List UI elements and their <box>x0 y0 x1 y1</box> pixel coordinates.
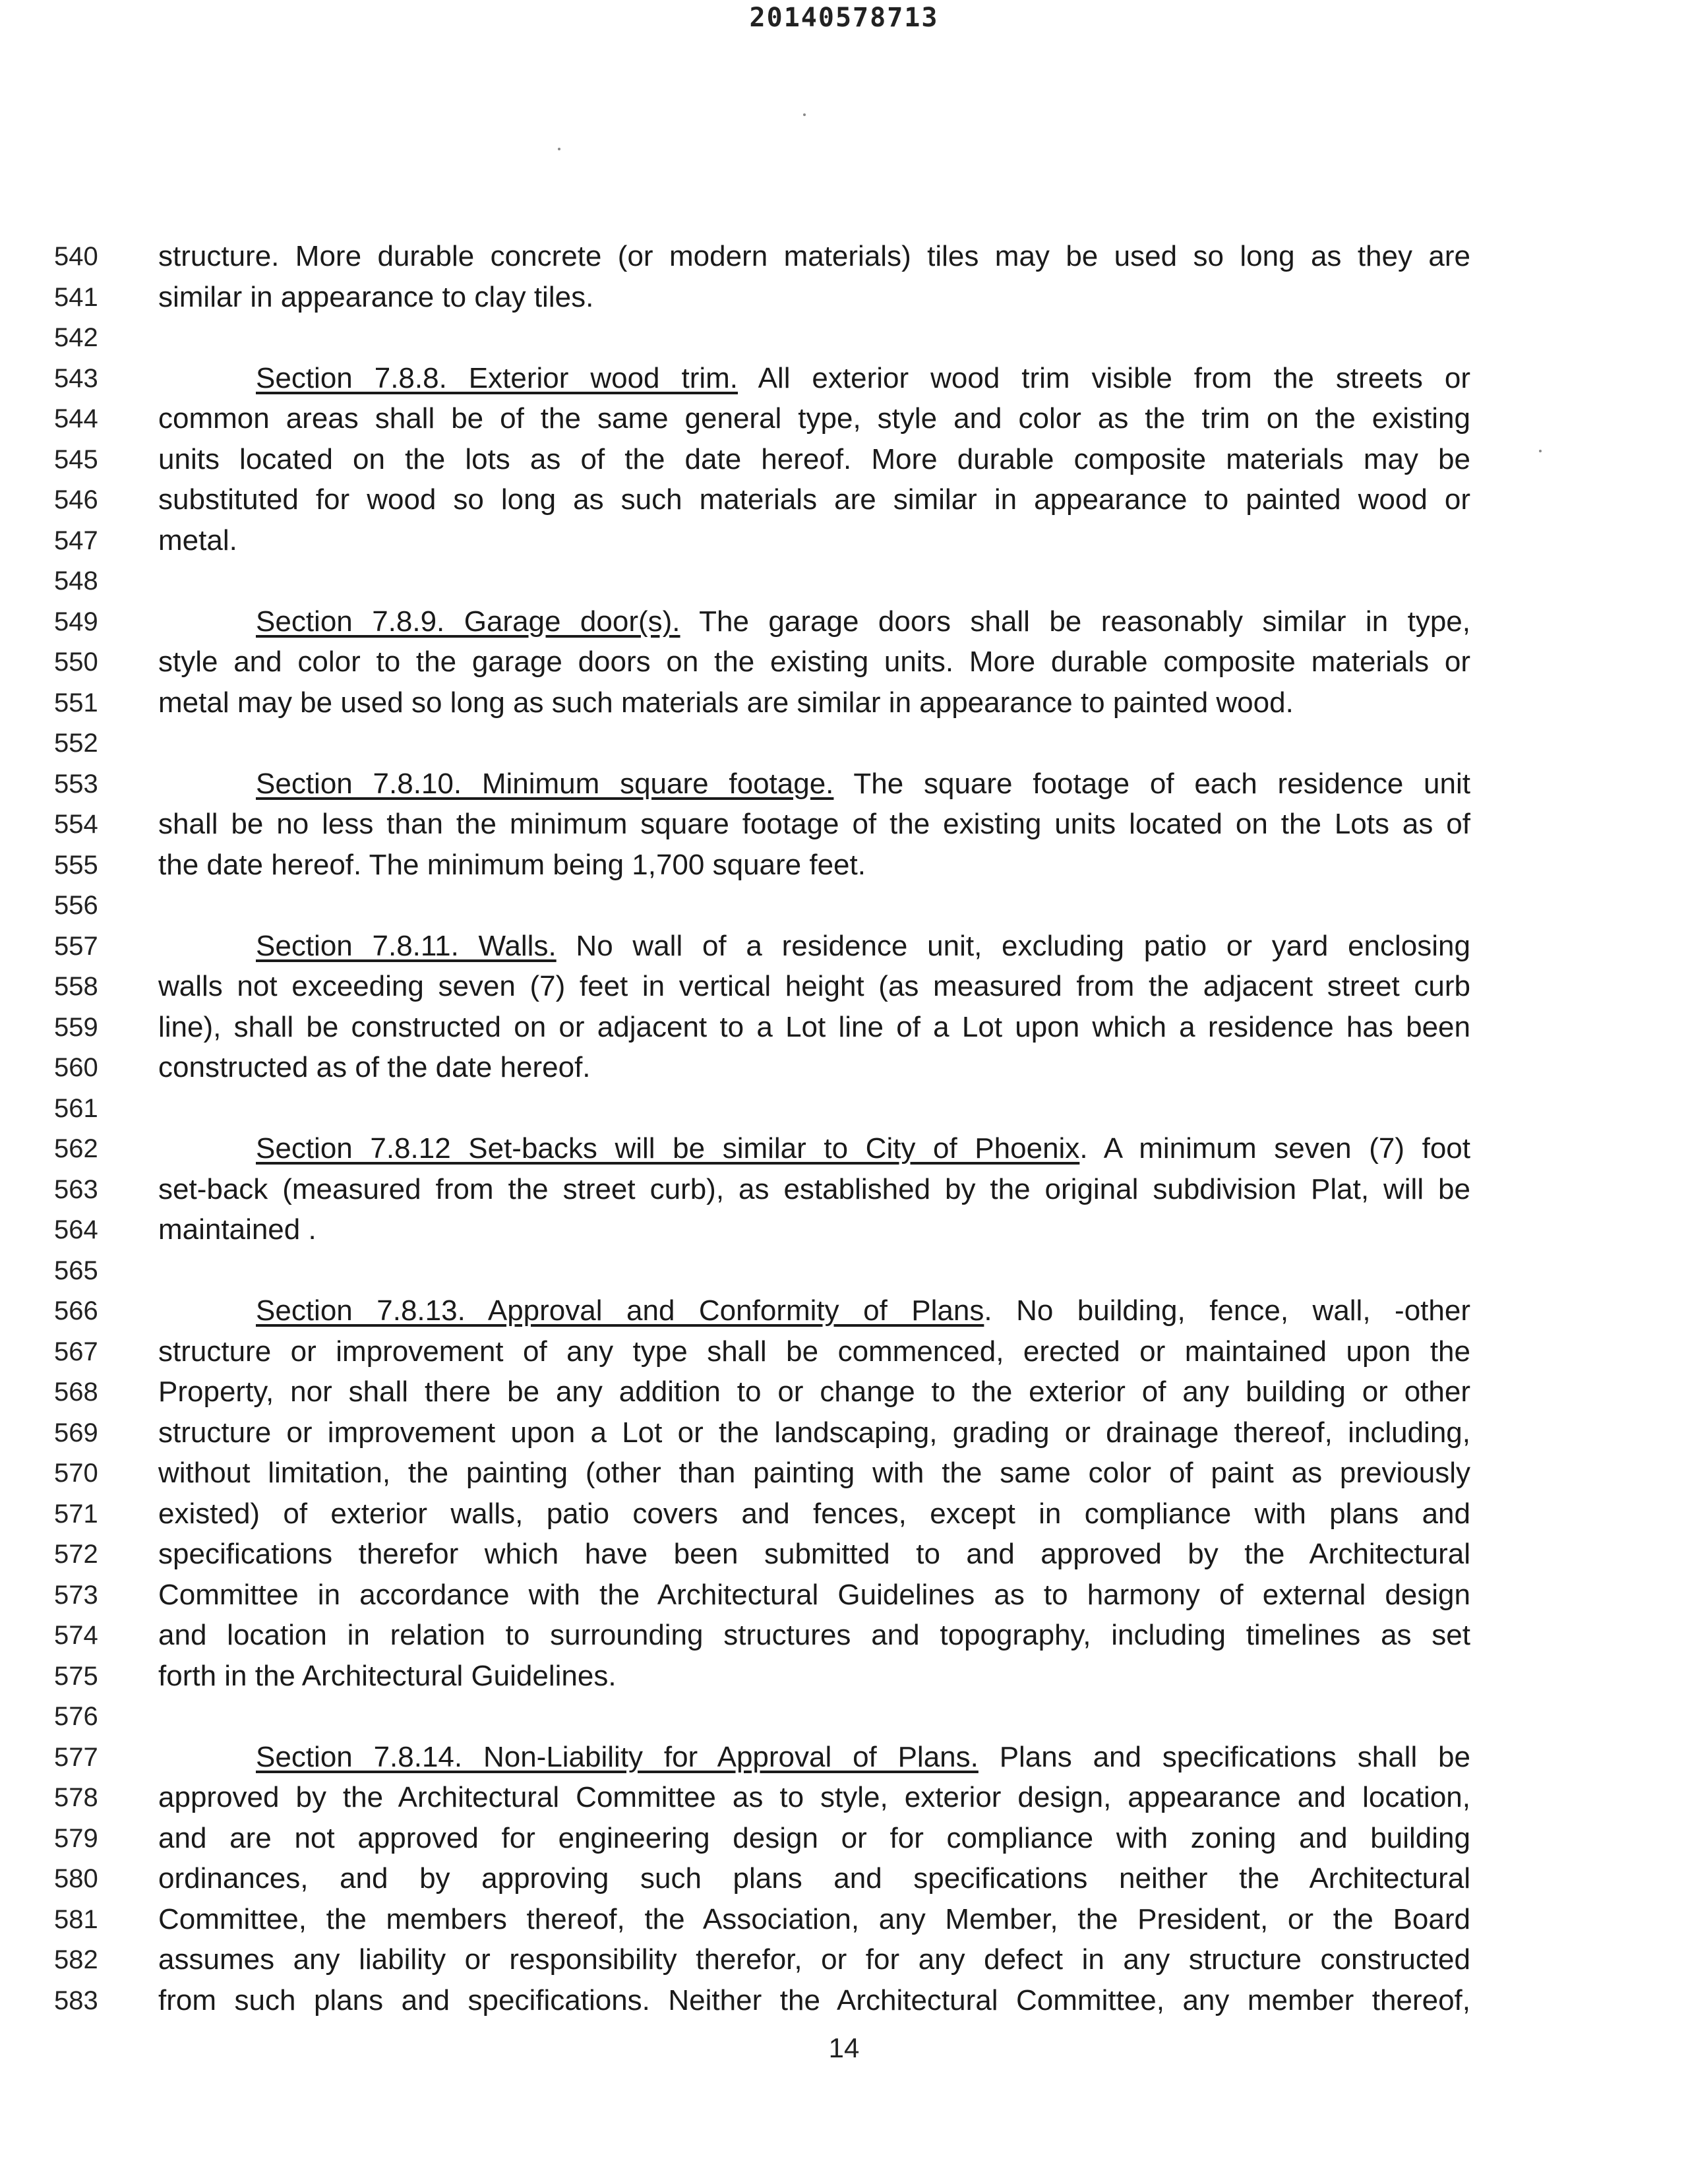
document-line <box>0 1899 1688 1940</box>
line-number: 573 <box>54 1581 98 1610</box>
line-number: 558 <box>54 972 98 1001</box>
line-number: 582 <box>54 1945 98 1974</box>
section-first-line <box>158 1737 1470 1778</box>
line-number: 580 <box>54 1864 98 1893</box>
document-line <box>0 723 1688 764</box>
line-number: 563 <box>54 1175 98 1204</box>
document-line <box>0 1412 1688 1453</box>
document-line <box>0 1737 1688 1778</box>
line-number: 554 <box>54 810 98 839</box>
page-number: 14 <box>828 2032 860 2063</box>
document-line <box>0 1939 1688 1980</box>
section-heading: Section 7.8.13. Approval and Conformity of Plans <box>256 1294 984 1327</box>
line-text: Committee in accordance with the Architectural Guidelines as to harmony of external design <box>158 1579 1470 1611</box>
section-text: The square footage of each residence unit <box>833 768 1471 800</box>
line-text: metal. <box>158 524 237 557</box>
line-number: 577 <box>54 1743 98 1772</box>
document-line <box>0 1088 1688 1129</box>
line-number: 581 <box>54 1905 98 1934</box>
section-text: All exterior wood trim visible from the streets or <box>738 362 1470 394</box>
line-number: 566 <box>54 1296 98 1325</box>
line-number: 556 <box>54 891 98 920</box>
document-line <box>0 317 1688 358</box>
line-number: 559 <box>54 1013 98 1042</box>
line-text: shall be no less than the minimum square footage of the existing units located on the Lots as of <box>158 808 1470 840</box>
section-heading: Section 7.8.9. Garage door(s). <box>256 605 680 638</box>
line-number: 551 <box>54 688 98 717</box>
scan-speck <box>558 148 560 150</box>
line-number: 579 <box>54 1824 98 1853</box>
document-line <box>0 1858 1688 1899</box>
line-text: maintained . <box>158 1213 316 1246</box>
line-text: similar in appearance to clay tiles. <box>158 281 594 313</box>
document-line <box>0 1534 1688 1575</box>
line-text: walls not exceeding seven (7) feet in vertical height (as measured from the adjacent street curb <box>158 970 1470 1002</box>
document-line <box>0 804 1688 845</box>
section-text: The garage doors shall be reasonably similar in type, <box>680 605 1471 638</box>
document-line <box>0 1818 1688 1859</box>
line-number: 569 <box>54 1418 98 1447</box>
line-text: existed) of exterior walls, patio covers and fences, except in compliance with plans and <box>158 1498 1470 1530</box>
line-text: approved by the Architectural Committee as to style, exterior design, appearance and location, <box>158 1781 1470 1813</box>
section-heading: Section 7.8.14. Non-Liability for Approval of Plans. <box>256 1741 979 1773</box>
line-number: 575 <box>54 1662 98 1691</box>
line-text: assumes any liability or responsibility therefor, or for any defect in any structure constructed <box>158 1943 1470 1976</box>
line-number: 549 <box>54 607 98 636</box>
line-text: and are not approved for engineering design or for compliance with zoning and building <box>158 1822 1470 1854</box>
line-text: metal may be used so long as such materials are similar in appearance to painted wood. <box>158 686 1294 719</box>
line-number: 542 <box>54 323 98 352</box>
line-text: set-back (measured from the street curb), as established by the original subdivision Plat, will be <box>158 1173 1470 1205</box>
line-number: 540 <box>54 242 98 271</box>
document-line <box>0 1575 1688 1616</box>
document-line <box>0 1250 1688 1291</box>
line-text: specifications therefor which have been submitted to and approved by the Architectural <box>158 1538 1470 1570</box>
document-line <box>0 439 1688 480</box>
document-line <box>0 277 1688 318</box>
document-line <box>0 479 1688 520</box>
section-text: . A minimum seven (7) foot <box>1079 1132 1470 1165</box>
section-first-line <box>158 926 1470 967</box>
line-number: 572 <box>54 1540 98 1569</box>
document-line <box>0 1209 1688 1250</box>
line-text: ordinances, and by approving such plans and specifications neither the Architectural <box>158 1862 1470 1895</box>
document-line <box>0 1331 1688 1372</box>
line-text: constructed as of the date hereof. <box>158 1051 591 1083</box>
document-line <box>0 1494 1688 1534</box>
document-line <box>0 1290 1688 1331</box>
line-text: from such plans and specifications. Neither the Architectural Committee, any member thereof, <box>158 1984 1470 2017</box>
document-line <box>0 966 1688 1007</box>
document-line <box>0 764 1688 804</box>
line-number: 557 <box>54 932 98 961</box>
line-text: without limitation, the painting (other than painting with the same color of paint as previously <box>158 1457 1470 1489</box>
section-first-line <box>158 1128 1470 1169</box>
scan-speck <box>1539 450 1542 452</box>
document-line <box>0 1696 1688 1737</box>
line-number: 578 <box>54 1783 98 1812</box>
document-line <box>0 682 1688 723</box>
document-line <box>0 926 1688 967</box>
document-line <box>0 1980 1688 2021</box>
line-number: 560 <box>54 1053 98 1082</box>
document-number: 20140578713 <box>749 3 939 33</box>
section-first-line <box>158 601 1470 642</box>
line-number: 548 <box>54 566 98 595</box>
document-line <box>0 1128 1688 1169</box>
section-heading: Section 7.8.12 Set-backs will be similar to City of Phoenix <box>256 1132 1080 1165</box>
line-number: 568 <box>54 1378 98 1407</box>
line-text: structure or improvement upon a Lot or the landscaping, grading or drainage thereof, including, <box>158 1416 1470 1449</box>
document-line <box>0 1453 1688 1494</box>
line-number: 555 <box>54 851 98 880</box>
line-text: units located on the lots as of the date hereof. More durable composite materials may be <box>158 443 1470 475</box>
document-line <box>0 885 1688 926</box>
document-line <box>0 1047 1688 1088</box>
line-number: 541 <box>54 283 98 312</box>
section-first-line <box>158 764 1470 804</box>
line-number: 571 <box>54 1500 98 1529</box>
line-number: 546 <box>54 485 98 514</box>
line-number: 543 <box>54 364 98 393</box>
document-line <box>0 1656 1688 1697</box>
document-line <box>0 236 1688 277</box>
line-text: common areas shall be of the same general type, style and color as the trim on the existing <box>158 402 1470 435</box>
line-text: forth in the Architectural Guidelines. <box>158 1660 617 1692</box>
scan-speck <box>803 113 806 116</box>
document-line <box>0 1372 1688 1412</box>
line-text: style and color to the garage doors on the existing units. More durable composite materials or <box>158 646 1470 678</box>
document-line <box>0 358 1688 399</box>
line-number: 550 <box>54 648 98 677</box>
document-line <box>0 1169 1688 1210</box>
section-text: No wall of a residence unit, excluding patio or yard enclosing <box>556 930 1470 962</box>
line-text: and location in relation to surrounding structures and topography, including timelines as set <box>158 1619 1470 1651</box>
section-heading: Section 7.8.8. Exterior wood trim. <box>256 362 738 394</box>
line-text: structure. More durable concrete (or modern materials) tiles may be used so long as they are <box>158 240 1470 272</box>
line-number: 576 <box>54 1702 98 1731</box>
section-text: . No building, fence, wall, -other <box>984 1294 1470 1327</box>
line-number: 564 <box>54 1215 98 1244</box>
section-first-line <box>158 358 1470 399</box>
line-text: structure or improvement of any type shall be commenced, erected or maintained upon the <box>158 1335 1470 1368</box>
document-line <box>0 845 1688 886</box>
line-number: 570 <box>54 1459 98 1488</box>
document-line <box>0 1615 1688 1656</box>
line-text: Committee, the members thereof, the Association, any Member, the President, or the Board <box>158 1903 1470 1935</box>
line-number: 547 <box>54 526 98 555</box>
line-number: 562 <box>54 1134 98 1163</box>
line-number: 567 <box>54 1337 98 1366</box>
document-line <box>0 520 1688 561</box>
line-number: 544 <box>54 404 98 433</box>
section-heading: Section 7.8.11. Walls. <box>256 930 557 962</box>
line-number: 552 <box>54 729 98 758</box>
section-heading: Section 7.8.10. Minimum square footage. <box>256 768 834 800</box>
line-number: 574 <box>54 1621 98 1650</box>
line-number: 583 <box>54 1986 98 2015</box>
line-text: the date hereof. The minimum being 1,700 square feet. <box>158 849 866 881</box>
section-first-line <box>158 1290 1470 1331</box>
document-line <box>0 561 1688 601</box>
line-text: Property, nor shall there be any addition to or change to the exterior of any building or other <box>158 1376 1470 1408</box>
document-line <box>0 601 1688 642</box>
document-line <box>0 1777 1688 1818</box>
section-text: Plans and specifications shall be <box>978 1741 1470 1773</box>
line-number: 545 <box>54 445 98 474</box>
line-text: substituted for wood so long as such materials are similar in appearance to painted wood or <box>158 483 1470 516</box>
line-number: 565 <box>54 1256 98 1285</box>
document-line <box>0 398 1688 439</box>
document-line <box>0 642 1688 682</box>
line-text: line), shall be constructed on or adjacent to a Lot line of a Lot upon which a residence has been <box>158 1011 1470 1043</box>
document-line <box>0 1007 1688 1048</box>
line-number: 561 <box>54 1094 98 1123</box>
line-number: 553 <box>54 770 98 799</box>
